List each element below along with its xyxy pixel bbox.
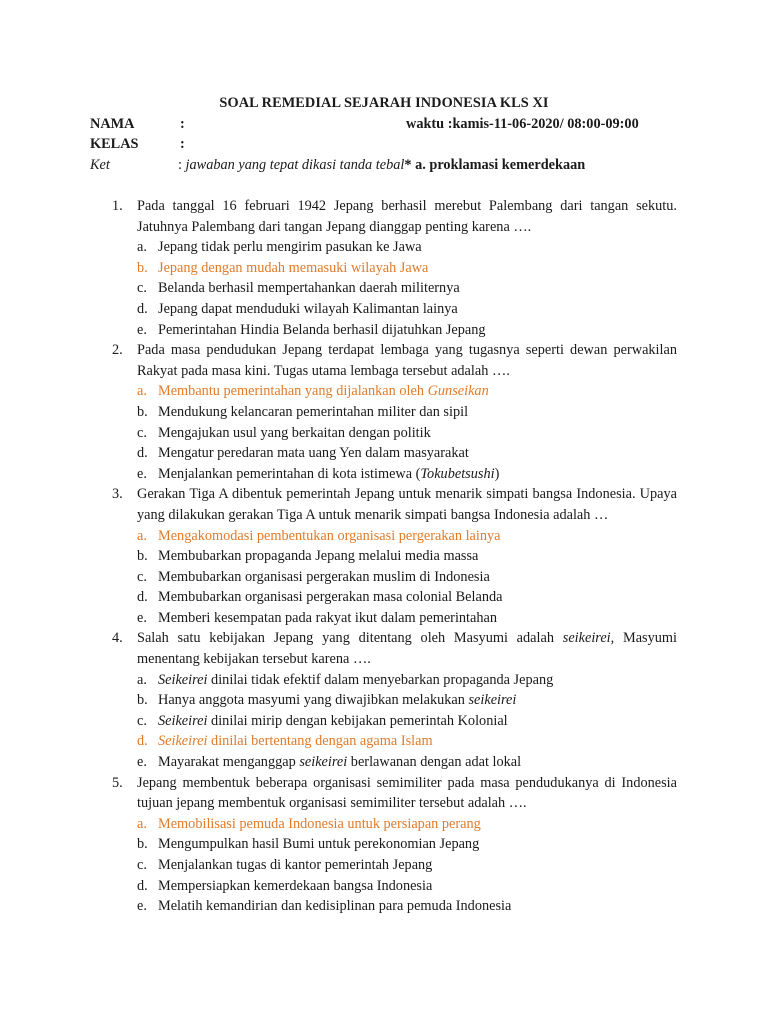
option-letter: d. [137, 445, 148, 462]
answer-option [0, 567, 768, 588]
question-item [0, 628, 768, 772]
answer-option [0, 299, 768, 320]
option-text-part: berlawanan dengan adat lokal [347, 754, 522, 771]
option-text-part: dinilai tidak efektif dalam menyebarkan propaganda Jepang [207, 671, 554, 688]
option-text-part: Membubarkan organisasi pergerakan masa colonial Belanda [158, 589, 503, 606]
answer-option [0, 443, 768, 464]
answer-option-correct [0, 526, 768, 547]
option-text-part: Pemerintahan Hindia Belanda berhasil dijatuhkan Jepang [158, 321, 486, 338]
option-letter: b. [137, 259, 148, 276]
option-text [158, 567, 490, 588]
page-title: SOAL REMEDIAL SEJARAH INDONESIA KLS XI [219, 95, 549, 111]
option-text [158, 258, 428, 279]
option-italic-term: Seikeirei [158, 733, 208, 750]
question-number: 3. [112, 486, 123, 503]
option-text [158, 855, 432, 876]
answer-option [0, 464, 768, 485]
option-italic-term: seikeirei [299, 754, 348, 771]
answer-option [0, 320, 768, 341]
answer-option [0, 670, 768, 691]
answer-option [0, 834, 768, 855]
question-number: 1. [112, 198, 123, 214]
option-text-part: Jepang dengan mudah memasuki wilayah Jawa [158, 259, 429, 276]
option-text [158, 896, 511, 917]
option-text [158, 814, 481, 835]
option-italic-term: Seikeirei [158, 671, 208, 688]
answer-option [0, 876, 768, 897]
question-text-part: Masyumi menentang kebijakan tersebut karena …. [137, 630, 677, 668]
option-text [158, 608, 497, 629]
option-text-part: Mengatur peredaran mata uang Yen dalam masyarakat [158, 445, 469, 462]
option-text [158, 237, 422, 258]
option-text [158, 381, 489, 402]
question-item [0, 773, 768, 917]
answer-options [0, 526, 768, 629]
question-text-part: Salah satu kebijakan Jepang yang ditentang oleh Masyumi adalah [137, 630, 563, 647]
answer-option [0, 546, 768, 567]
option-text-part: Membubarkan propaganda Jepang melalui media massa [158, 548, 479, 565]
option-text [158, 320, 486, 341]
answer-option-correct [0, 731, 768, 752]
option-text-part: dinilai mirip dengan kebijakan pemerintah Kolonial [207, 712, 508, 729]
option-text-part: ) [494, 465, 500, 482]
nama-label: NAMA [90, 116, 135, 132]
option-letter: b. [137, 692, 148, 709]
ket-text: : jawaban yang tepat dikasi tanda tebal* a. proklamasi kemerdekaan [178, 157, 586, 173]
option-letter: a. [137, 383, 147, 400]
option-letter: a. [137, 815, 147, 832]
option-letter: e. [137, 609, 147, 626]
option-letter: a. [137, 671, 147, 688]
option-text [158, 752, 521, 773]
option-letter: e. [137, 465, 147, 482]
answer-options [0, 814, 768, 917]
question-number: 2. [112, 342, 123, 359]
option-italic-term: Gunseikan [427, 383, 489, 400]
option-text-part: Menjalankan pemerintahan di kota istimewa ( [158, 465, 421, 482]
answer-option-correct [0, 814, 768, 835]
nama-colon: : [180, 116, 185, 132]
option-letter: b. [137, 548, 148, 565]
option-letter: a. [137, 239, 147, 256]
answer-option [0, 237, 768, 258]
option-letter: c. [137, 280, 147, 297]
option-letter: d. [137, 877, 148, 894]
question-item [0, 484, 768, 628]
option-text [158, 876, 432, 897]
option-letter: b. [137, 403, 148, 420]
option-text [158, 464, 499, 485]
option-text-part: dinilai bertentang dengan agama Islam [207, 733, 433, 750]
option-letter: a. [137, 527, 147, 544]
option-italic-term: Seikeirei [158, 712, 208, 729]
option-text [158, 546, 478, 567]
option-letter: d. [137, 300, 148, 317]
question-text: Jepang membentuk beberapa organisasi semimiliter pada masa pendudukanya di Indonesia tujuan jepang membentuk organisasi semimiliter tersebut adalah …. [137, 774, 677, 812]
option-text [158, 423, 431, 444]
option-text-part: Memberi kesempatan pada rakyat ikut dalam pemerintahan [158, 609, 498, 626]
question-text: Pada masa pendudukan Jepang terdapat lembaga yang tugasnya seperti dewan perwakilan Rakyat pada masa kini. Tugas utama lembaga tersebut adalah …. [137, 342, 677, 379]
question-italic-term: seikeirei, [562, 630, 615, 647]
answer-option [0, 752, 768, 773]
answer-options [0, 237, 768, 340]
answer-option-correct [0, 381, 768, 402]
ket-label: Ket [90, 157, 110, 173]
option-text-part: Membantu pemerintahan yang dijalankan oleh [158, 383, 428, 400]
option-letter: e. [137, 754, 147, 771]
answer-option [0, 690, 768, 711]
option-text-part: Mempersiapkan kemerdekaan bangsa Indonesia [158, 877, 433, 894]
option-text [158, 587, 502, 608]
waktu-text: waktu :kamis-11-06-2020/ 08:00-09:00 [406, 116, 639, 132]
option-text-part: Hanya anggota masyumi yang diwajibkan melakukan [158, 692, 469, 709]
question-list [0, 196, 768, 917]
question-number: 5. [112, 774, 123, 791]
answer-option [0, 711, 768, 732]
option-letter: c. [137, 424, 147, 441]
question-text: Pada tanggal 16 februari 1942 Jepang berhasil merebut Palembang dari tangan sekutu. Jatuhnya Palembang dari tangan Jepang dianggap penting karena …. [137, 198, 677, 235]
option-text-part: Memobilisasi pemuda Indonesia untuk persiapan perang [158, 815, 481, 832]
answer-option [0, 896, 768, 917]
option-text-part: Melatih kemandirian dan kedisiplinan para pemuda Indonesia [158, 898, 512, 915]
option-text-part: Mendukung kelancaran pemerintahan militer dan sipil [158, 403, 469, 420]
option-letter: c. [137, 568, 147, 585]
answer-option [0, 423, 768, 444]
question-item [0, 196, 768, 340]
option-text-part: Mengajukan usul yang berkaitan dengan politik [158, 424, 431, 441]
answer-option [0, 608, 768, 629]
option-text-part: Mengumpulkan hasil Bumi untuk perekonomian Jepang [158, 836, 480, 853]
option-text [158, 278, 460, 299]
answer-option-correct [0, 258, 768, 279]
question-item [0, 340, 768, 484]
option-text [158, 299, 458, 320]
option-text [158, 402, 468, 423]
option-text-part: Mengakomodasi pembentukan organisasi pergerakan lainya [158, 527, 501, 544]
option-text [158, 834, 479, 855]
option-letter: c. [137, 712, 147, 729]
answer-option [0, 855, 768, 876]
kelas-colon: : [180, 136, 185, 152]
option-text-part: Menjalankan tugas di kantor pemerintah Jepang [158, 857, 433, 873]
option-text-part: Membubarkan organisasi pergerakan muslim di Indonesia [158, 568, 490, 585]
option-italic-term: Tokubetsushi [420, 465, 495, 482]
option-text [158, 711, 508, 732]
option-text-part: Belanda berhasil mempertahankan daerah militernya [158, 280, 460, 297]
question-number: 4. [112, 630, 123, 647]
answer-option [0, 587, 768, 608]
answer-options [0, 670, 768, 773]
option-text-part: Jepang tidak perlu mengirim pasukan ke Jawa [158, 239, 422, 256]
option-text [158, 731, 433, 752]
option-letter: e. [137, 898, 147, 915]
option-letter: d. [137, 589, 148, 606]
option-text-part: Mayarakat menganggap [158, 754, 300, 771]
option-italic-term: seikeirei [468, 692, 517, 709]
option-letter: c. [137, 857, 147, 873]
answer-option [0, 278, 768, 299]
option-text [158, 690, 516, 711]
kelas-label: KELAS [90, 136, 139, 152]
option-text [158, 670, 553, 691]
option-text-part: Jepang dapat menduduki wilayah Kalimantan lainya [158, 300, 458, 317]
option-text [158, 443, 469, 464]
option-letter: e. [137, 321, 147, 338]
answer-options [0, 381, 768, 484]
answer-option [0, 402, 768, 423]
question-text: Gerakan Tiga A dibentuk pemerintah Jepang untuk menarik simpati bangsa Indonesia. Upaya yang dilakukan gerakan Tiga A untuk menarik simpati bangsa Indonesia adalah … [137, 486, 677, 523]
question-text [137, 628, 677, 669]
option-text [158, 526, 501, 547]
option-letter: d. [137, 733, 148, 750]
option-letter: b. [137, 836, 148, 853]
